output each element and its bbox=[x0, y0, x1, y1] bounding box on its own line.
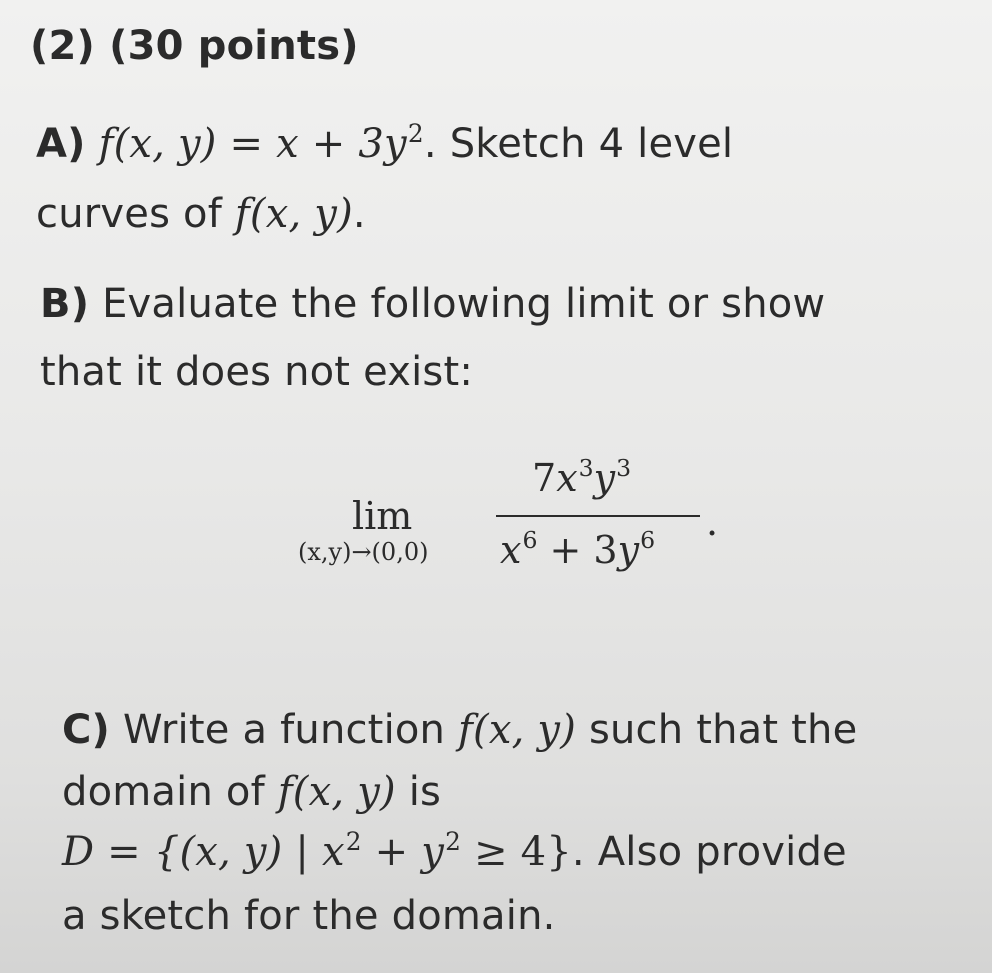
part-c-line-4: a sketch for the domain. bbox=[62, 893, 556, 939]
part-a-function-lhs: f(x, y) = x + 3y bbox=[98, 121, 407, 167]
part-c-label: C) bbox=[62, 707, 111, 753]
part-a-function-exponent: 2 bbox=[407, 118, 424, 148]
part-a-function bbox=[98, 118, 424, 167]
part-c-function-2: f(x, y) bbox=[277, 769, 396, 815]
domain-lhs: D = {(x, y) | x bbox=[62, 829, 345, 875]
part-c-line-3 bbox=[62, 828, 847, 881]
part-a-line-1 bbox=[36, 120, 733, 173]
domain-set bbox=[62, 826, 572, 875]
fraction-bar bbox=[496, 515, 700, 517]
limit-denominator bbox=[500, 528, 655, 572]
limit-word: lim bbox=[352, 494, 413, 538]
part-b-line-1 bbox=[40, 280, 825, 328]
domain-rhs: ≥ 4} bbox=[461, 829, 572, 875]
part-c-text-4: is bbox=[395, 769, 442, 815]
part-b-line-2: that it does not exist: bbox=[40, 349, 473, 395]
numerator-x-exponent: 3 bbox=[578, 454, 594, 483]
part-a-text-3: . bbox=[352, 191, 366, 237]
limit-end-period: . bbox=[706, 500, 719, 544]
part-a-text-1: . Sketch 4 level bbox=[423, 121, 734, 167]
limit-approach: (x,y)→(0,0) bbox=[298, 538, 429, 566]
domain-exponent-2: 2 bbox=[445, 826, 462, 856]
part-a-line-2 bbox=[36, 190, 366, 238]
numerator-coefficient: 7 bbox=[532, 456, 557, 500]
part-c-text-5: . Also provide bbox=[571, 829, 847, 875]
numerator-y-exponent: 3 bbox=[616, 454, 632, 483]
part-a-label: A) bbox=[36, 121, 86, 167]
numerator-y: y bbox=[593, 456, 616, 500]
part-b-text-1: Evaluate the following limit or show bbox=[89, 281, 826, 327]
denominator-y-exponent: 6 bbox=[640, 526, 656, 555]
domain-mid: + y bbox=[361, 829, 445, 875]
denominator-y: y bbox=[617, 528, 640, 572]
part-b-label: B) bbox=[40, 281, 90, 327]
part-a-text-2: curves of bbox=[36, 191, 235, 237]
part-c-line-1 bbox=[62, 706, 857, 754]
part-c-text-1: Write a function bbox=[110, 707, 459, 753]
denominator-plus-coefficient: + 3 bbox=[537, 528, 618, 572]
part-c-function-1: f(x, y) bbox=[458, 707, 577, 753]
domain-exponent-1: 2 bbox=[345, 826, 362, 856]
denominator-x-exponent: 6 bbox=[522, 526, 538, 555]
part-c-line-2 bbox=[62, 768, 441, 816]
limit-numerator bbox=[532, 456, 631, 500]
numerator-x: x bbox=[556, 456, 578, 500]
part-c-text-3: domain of bbox=[62, 769, 278, 815]
denominator-x: x bbox=[500, 528, 522, 572]
part-c-text-2: such that the bbox=[576, 707, 858, 753]
part-a-function-ref: f(x, y) bbox=[234, 191, 353, 237]
problem-heading: (2) (30 points) bbox=[30, 23, 359, 69]
